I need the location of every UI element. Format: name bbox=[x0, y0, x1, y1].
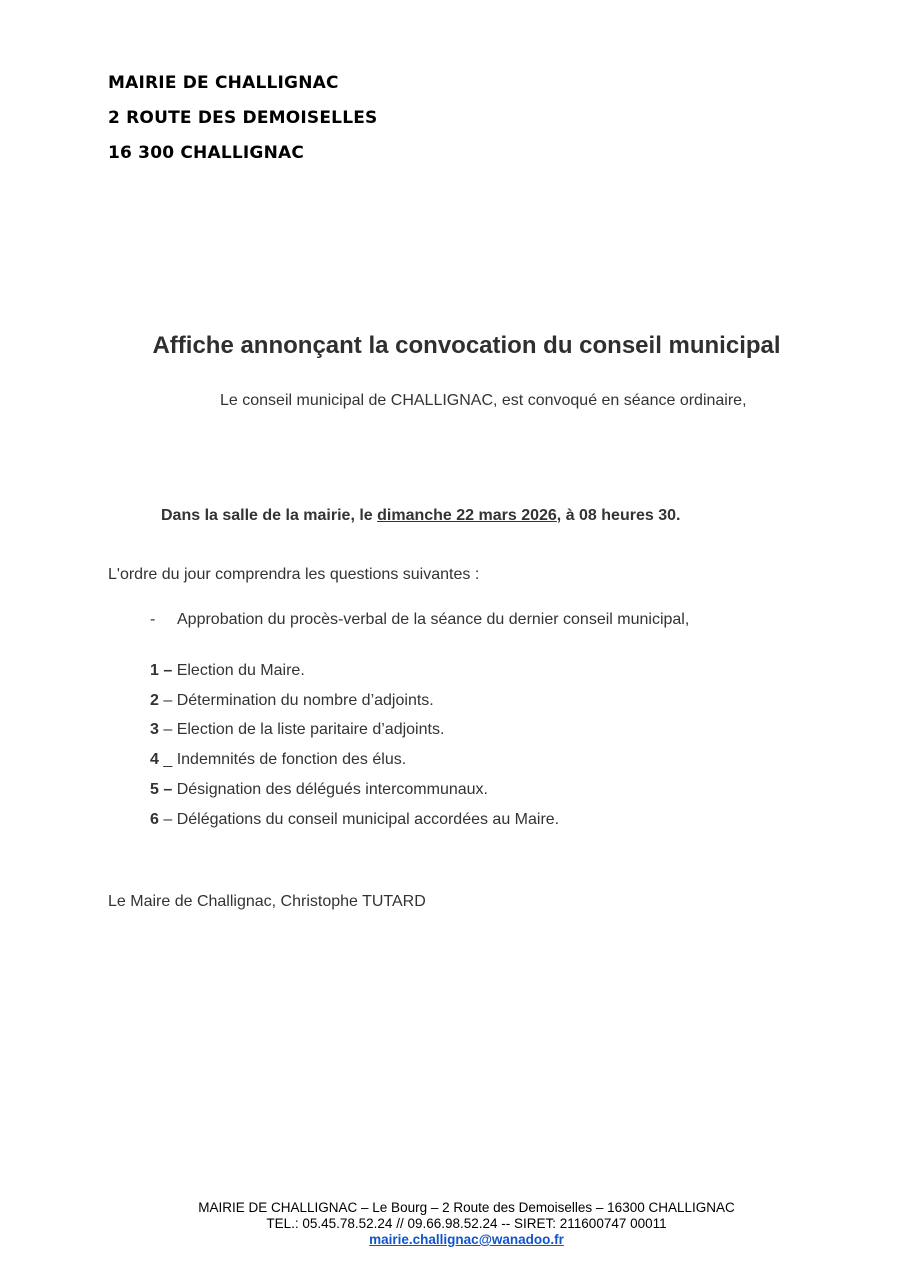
agenda-item-number: 2 bbox=[150, 691, 159, 709]
mayor-signature: Le Maire de Challignac, Christophe TUTARD bbox=[108, 893, 426, 910]
footer-email-link[interactable]: mairie.challignac@wanadoo.fr bbox=[369, 1232, 564, 1247]
letterhead bbox=[108, 66, 378, 171]
meeting-date: dimanche 22 mars 2026 bbox=[377, 507, 557, 524]
agenda-item bbox=[150, 715, 559, 745]
agenda-list bbox=[150, 656, 559, 834]
convocation-intro: Le conseil municipal de CHALLIGNAC, est convoqué en séance ordinaire, bbox=[220, 392, 747, 409]
agenda-item bbox=[150, 805, 559, 835]
letterhead-name: MAIRIE DE CHALLIGNAC bbox=[108, 73, 339, 93]
agenda-item-text: _ Indemnités de fonction des élus. bbox=[158, 751, 407, 769]
agenda-item-text: – Délégations du conseil municipal accordées au Maire. bbox=[158, 810, 560, 828]
agenda-item-number: 1 – bbox=[150, 662, 173, 679]
agenda-item-text: – Election de la liste paritaire d’adjoints. bbox=[158, 721, 445, 739]
approval-bullet: - bbox=[150, 611, 156, 628]
approval-item bbox=[150, 611, 689, 629]
approval-text: Approbation du procès-verbal de la séance du dernier conseil municipal, bbox=[177, 611, 690, 628]
agenda-item-text: – Détermination du nombre d’adjoints. bbox=[158, 691, 434, 709]
agenda-item-number: 5 – bbox=[150, 780, 173, 798]
agenda-item bbox=[150, 775, 559, 805]
footer-address: MAIRIE DE CHALLIGNAC – Le Bourg – 2 Route des Demoiselles – 16300 CHALLIGNAC bbox=[198, 1200, 735, 1215]
agenda-item bbox=[150, 656, 559, 686]
agenda-item-number: 6 bbox=[150, 810, 159, 828]
agenda-item-number: 3 bbox=[150, 721, 159, 739]
meeting-suffix: , à 08 heures 30. bbox=[556, 507, 681, 524]
agenda-item-text: Désignation des délégués intercommunaux. bbox=[172, 780, 488, 798]
agenda-item bbox=[150, 745, 559, 775]
document-title: Affiche annonçant la convocation du conseil municipal bbox=[152, 332, 781, 359]
letterhead-city: 16 300 CHALLIGNAC bbox=[108, 143, 305, 163]
footer-contact: TEL.: 05.45.78.52.24 // 09.66.98.52.24 -- SIRET: 211600747 00011 bbox=[266, 1216, 667, 1231]
meeting-prefix: Dans la salle de la mairie, le bbox=[161, 507, 378, 524]
letterhead-street: 2 ROUTE DES DEMOISELLES bbox=[108, 108, 378, 128]
agenda-item-text: Election du Maire. bbox=[172, 662, 305, 679]
agenda-intro: L'ordre du jour comprendra les questions suivantes : bbox=[108, 566, 480, 583]
agenda-item-number: 4 bbox=[150, 751, 159, 769]
agenda-item bbox=[150, 686, 559, 716]
meeting-details bbox=[161, 507, 680, 525]
page-footer bbox=[0, 1200, 900, 1248]
